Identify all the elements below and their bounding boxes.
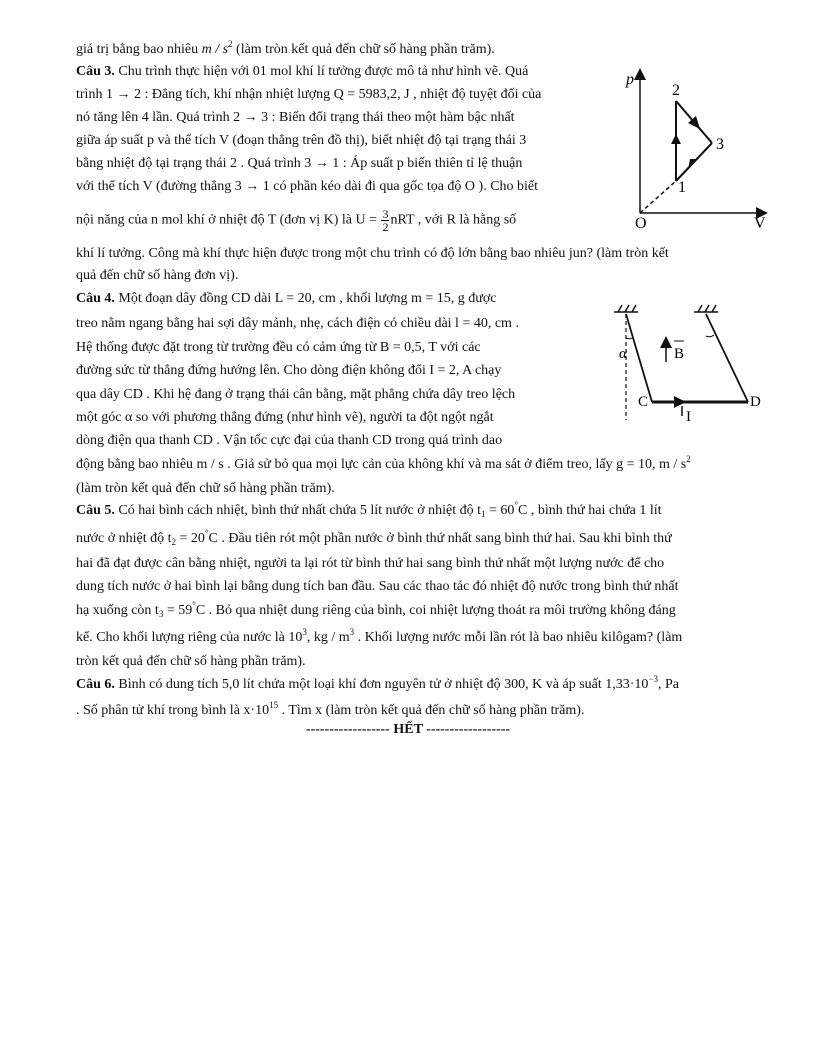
q5-text-6a: kể. Cho khối lượng riêng của nước là 10 <box>76 630 303 645</box>
q5-t3-sub: 3 <box>158 609 164 619</box>
fraction-three-halves <box>381 208 389 233</box>
q3-line-6: với thể tích V (đường thẳng 3 → 1 có phần kéo dài đi qua gốc tọa độ O ). Cho biết <box>76 179 539 194</box>
q4-text-1: Một đoạn dây đồng CD dài L = 20, cm , khối lượng m = 15, g được <box>114 291 497 306</box>
q5-exp-3: 3 <box>302 627 307 637</box>
q5-line-2 <box>76 530 672 548</box>
q3-label: Câu 3. <box>76 64 115 79</box>
q4-line-6: một góc α so với phương thẳng đứng (như hình vẽ), người ta đột ngột ngắt <box>76 410 494 425</box>
q5-text-5a: hạ xuống còn t <box>76 603 159 618</box>
q4-line-1 <box>76 290 497 308</box>
arrow-1-2 <box>671 134 681 144</box>
q3-line-9: quả đến chữ số hàng đơn vị). <box>76 268 239 283</box>
state-2-label: 2 <box>672 82 680 99</box>
q4-g-exp: 2 <box>686 454 691 464</box>
q5-text-1b: = 60 <box>485 503 515 518</box>
q5-deg-1: ° <box>514 500 519 510</box>
q5-text-2b: = 20 <box>176 531 205 546</box>
q5-deg-3: ° <box>192 600 196 610</box>
q5-text-2c: C . Đầu tiên rót một phần nước ở bình thứ nhất sang bình thứ hai. Sau khi bình thứ <box>208 531 672 546</box>
q3-line-5: bằng nhiệt độ tại trạng thái 2 . Quá trình 3 → 1 : Áp suất p biến thiên tỉ lệ thuận <box>76 156 523 171</box>
q5-text-6b: , kg / m <box>306 630 350 645</box>
right-thread <box>706 314 748 402</box>
q3-text-7a: nội năng của n mol khí ở nhiệt độ T (đơn vị K) là U = <box>76 212 381 228</box>
q3-line-4: giữa áp suất p và thể tích V (đoạn thẳng trên đồ thị), biết nhiệt độ tại trạng thái 3 <box>76 133 527 148</box>
q6-exp-15: 15 <box>269 700 279 710</box>
q5-text-2a: nước ở nhiệt độ t <box>76 531 172 546</box>
q6-text-1a: Bình có dung tích 5,0 lít chứa một loại khí đơn nguyên tử ở nhiệt độ 300, K và áp suất 1,33·10 <box>114 677 649 692</box>
q5-line-7: tròn kết quả đến chữ số hàng phần trăm). <box>76 654 306 669</box>
left-thread <box>626 314 652 402</box>
right-ceiling-mount <box>694 305 718 312</box>
q3-line-8: khí lí tưởng. Công mà khí thực hiện được trong một chu trình có độ lớn bằng bao nhiêu jun? (làm tròn kết <box>76 246 669 261</box>
b-field-label: B <box>674 346 685 362</box>
intro-unit-exp: 2 <box>228 39 233 49</box>
q3-line-1 <box>76 63 528 81</box>
extension-dashed-line <box>640 181 676 213</box>
origin-label: O <box>635 215 647 232</box>
intro-unit: m / s <box>201 42 229 57</box>
intro-text-2: (làm tròn kết quả đến chữ số hàng phần trăm). <box>232 42 495 57</box>
intro-text: giá trị bằng bao nhiêu <box>76 42 202 57</box>
q5-exp-3b: 3 <box>349 627 355 637</box>
q3-text-7b: nRT , với R là hằng số <box>390 212 517 228</box>
q6-line-1 <box>76 676 679 694</box>
q4-label: Câu 4. <box>76 291 115 306</box>
right-angle-arc <box>706 335 714 337</box>
p-axis-label: p <box>626 71 634 88</box>
q6-label: Câu 6. <box>76 677 115 692</box>
q4-line-9: (làm tròn kết quả đến chữ số hàng phần trăm). <box>76 481 335 496</box>
q5-line-5 <box>76 602 676 620</box>
q4-line-5: qua dây CD . Khi hệ đang ở trạng thái cân bằng, mặt phẳng chứa dây treo lệch <box>76 387 516 402</box>
q5-line-1 <box>76 502 662 520</box>
q4-line-3: Hệ thống được đặt trong từ trường đều có cảm ứng từ B = 0,5, T với các <box>76 340 481 355</box>
alpha-label: α <box>619 346 627 362</box>
left-ceiling-mount <box>614 305 638 312</box>
q4-line-2: treo nằm ngang bằng hai sợi dây mảnh, nhẹ, cách điện có chiều dài l = 40, cm . <box>76 316 519 331</box>
q5-line-6 <box>76 629 682 647</box>
state-3-label: 3 <box>716 136 724 153</box>
q5-line-3: hai đã đạt được cân bằng nhiệt, người ta lại rót từ bình thứ hai sang bình thứ nhất một lượng nước để cho <box>76 556 665 571</box>
pv-cycle-diagram <box>620 68 770 230</box>
q3-text-1: Chu trình thực hiện với 01 mol khí lí tưởng được mô tả như hình vẽ. Quá <box>114 64 529 79</box>
q5-text-5b: = 59 <box>163 603 193 618</box>
q3-line-2: trình 1 → 2 : Đẳng tích, khí nhận nhiệt lượng Q = 5983,2, J , nhiệt độ tuyệt đối của <box>76 87 542 102</box>
frac-denominator: 2 <box>382 220 389 234</box>
q6-line-2 <box>76 702 584 720</box>
q6-text-2b: . Tìm x (làm tròn kết quả đến chữ số hàng phần trăm). <box>278 703 585 718</box>
hanging-wire-diagram <box>606 300 776 430</box>
q5-text-6c: . Khối lượng nước mỗi lần rót là bao nhiêu kilôgam? (làm <box>354 630 683 645</box>
q5-text-1a: Có hai bình cách nhiệt, bình thứ nhất chứa 5 lít nước ở nhiệt độ t <box>114 503 482 518</box>
q5-line-4: dung tích nước ở hai bình lại bằng dung tích ban đầu. Sau các thao tác đó nhiệt độ nước trong bình thứ nhất <box>76 579 679 594</box>
end-marker: ------------------ HẾT ------------------ <box>305 722 511 737</box>
q6-text-2a: . Số phân tử khí trong bình là x·10 <box>76 703 270 718</box>
q5-text-1c: C , bình thứ hai chứa 1 lít <box>518 503 662 518</box>
state-1-label: 1 <box>678 179 686 196</box>
v-axis-label: V <box>754 215 766 232</box>
q5-label: Câu 5. <box>76 503 115 518</box>
q5-t1-sub: 1 <box>481 509 486 519</box>
current-label: I <box>686 409 691 425</box>
q5-text-5c: C . Bỏ qua nhiệt dung riêng của bình, coi nhiệt lượng thoát ra môi trường không đáng <box>195 603 676 618</box>
q4-line-8 <box>76 456 691 474</box>
intro-line <box>76 41 495 59</box>
q4-line-7: dòng điện qua thanh CD . Vận tốc cực đại của thanh CD trong quá trình dao <box>76 433 503 448</box>
q5-t2-sub: 2 <box>171 537 176 547</box>
q6-exp: −3 <box>648 674 659 684</box>
q6-text-1b: , Pa <box>658 677 680 692</box>
point-c-label: C <box>638 394 649 410</box>
frac-numerator: 3 <box>382 207 389 221</box>
point-d-label: D <box>750 394 761 410</box>
q4-line-4: đường sức từ thẳng đứng hướng lên. Cho dòng điện không đổi I = 2, A chạy <box>76 363 502 378</box>
q4-text-8: động bằng bao nhiêu m / s . Giả sử bỏ qua mọi lực cản của không khí và ma sát ở điểm treo, lấy g = 10, m / s <box>76 457 687 472</box>
q3-line-3: nó tăng lên 4 lần. Quá trình 2 → 3 : Biến đổi trạng thái theo một hàm bậc nhất <box>76 110 515 125</box>
q3-line-7 <box>76 208 516 233</box>
q5-deg-2: ° <box>204 528 209 538</box>
